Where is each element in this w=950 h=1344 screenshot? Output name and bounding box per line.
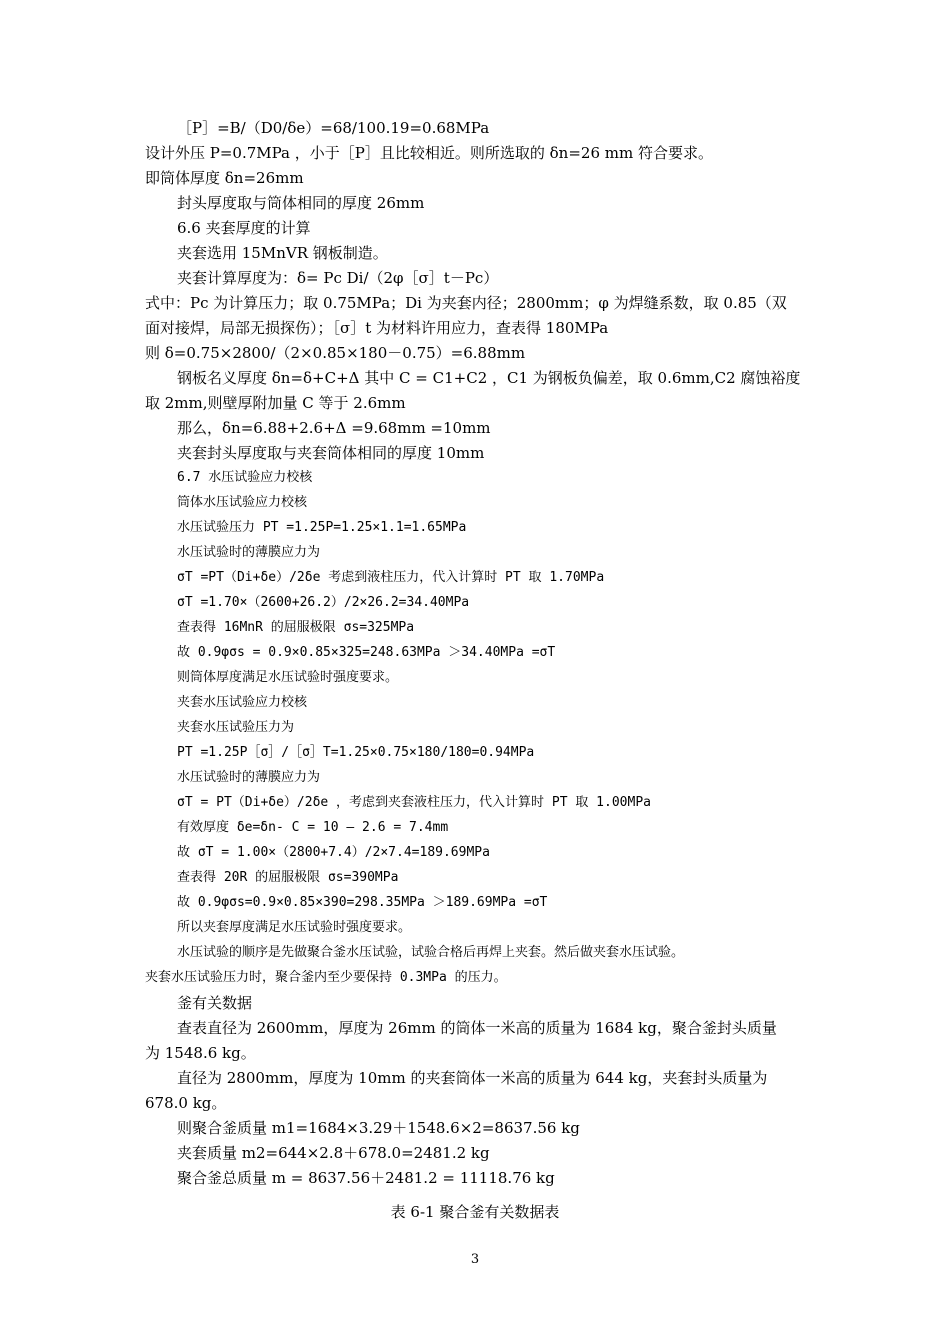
formula-line: 故 0.9φσs = 0.9×0.85×325=248.63MPa ＞34.40MPa =σT bbox=[177, 645, 556, 660]
text-line: 设计外压 P=0.7MPa ，小于［P］且比较相近。则所选取的 δn=26 mm 符合要求。 bbox=[145, 144, 713, 162]
formula-line: 那么，δn=6.88+2.6+Δ =9.68mm =10mm bbox=[177, 419, 491, 437]
text-line: 678.0 kg。 bbox=[145, 1094, 227, 1112]
text-line: ［P］=B/（D0/δe）=68/100.19=0.68MPa bbox=[177, 119, 490, 137]
section-heading: 6.6 夹套厚度的计算 bbox=[177, 219, 311, 237]
text-line: 所以夹套厚度满足水压试验时强度要求。 bbox=[177, 920, 412, 935]
subsection-heading: 筒体水压试验应力校核 bbox=[177, 495, 308, 510]
text-line: 直径为 2800mm，厚度为 10mm 的夹套筒体一米高的质量为 644 kg，夹套封头质量为 bbox=[177, 1069, 768, 1087]
text-line: 水压试验时的薄膜应力为 bbox=[177, 770, 321, 785]
text-line: 夹套选用 15MnVR 钢板制造。 bbox=[177, 244, 388, 262]
text-line: 查表得 16MnR 的屈服极限 σs=325MPa bbox=[177, 620, 415, 635]
text-line: 夹套水压试验压力为 bbox=[177, 720, 295, 735]
text-line: 夹套水压试验压力时，聚合釜内至少要保持 0.3MPa 的压力。 bbox=[145, 970, 507, 985]
text-line: 面对接焊，局部无损探伤）；［σ］t 为材料许用应力，查表得 180MPa bbox=[145, 319, 609, 337]
text-line: 夹套封头厚度取与夹套筒体相同的厚度 10mm bbox=[177, 444, 485, 462]
formula-line: σT = PT（Di+δe）/2δe ，考虑到夹套液柱压力，代入计算时 PT 取 1.00MPa bbox=[177, 795, 651, 810]
text-line: 查表直径为 2600mm，厚度为 26mm 的筒体一米高的质量为 1684 kg，聚合釜封头质量 bbox=[177, 1019, 777, 1037]
text-line: 查表得 20R 的屈服极限 σs=390MPa bbox=[177, 870, 399, 885]
text-line: 钢板名义厚度 δn=δ+C+Δ 其中 C = C1+C2 ，C1 为钢板负偏差，取 0.6mm,C2 腐蚀裕度 bbox=[177, 369, 801, 387]
formula-line: σT =1.70×（2600+26.2）/2×26.2=34.40MPa bbox=[177, 595, 470, 610]
text-line: 取 2mm,则壁厚附加量 C 等于 2.6mm bbox=[145, 394, 406, 412]
formula-line: 夹套计算厚度为：δ= Pc Di/（2φ［σ］t－Pc） bbox=[177, 269, 499, 287]
text-line: 水压试验时的薄膜应力为 bbox=[177, 545, 321, 560]
text-line: 式中：Pc 为计算压力；取 0.75MPa；Di 为夹套内径；2800mm；φ 为焊缝系数，取 0.85（双 bbox=[145, 294, 787, 312]
formula-line: 有效厚度 δe=δn- C = 10 – 2.6 = 7.4mm bbox=[177, 820, 449, 835]
formula-line: 故 σT = 1.00×（2800+7.4）/2×7.4=189.69MPa bbox=[177, 845, 490, 860]
subsection-heading: 釜有关数据 bbox=[177, 994, 253, 1012]
formula-line: 则 δ=0.75×2800/（2×0.85×180－0.75）=6.88mm bbox=[145, 344, 526, 362]
formula-line: 夹套质量 m2=644×2.8＋678.0=2481.2 kg bbox=[177, 1144, 490, 1162]
formula-line: 则聚合釜质量 m1=1684×3.29＋1548.6×2=8637.56 kg bbox=[177, 1119, 580, 1137]
text-line: 则筒体厚度满足水压试验时强度要求。 bbox=[177, 670, 399, 685]
subsection-heading: 夹套水压试验应力校核 bbox=[177, 695, 308, 710]
formula-line: 故 0.9φσs=0.9×0.85×390=298.35MPa ＞189.69MPa =σT bbox=[177, 895, 548, 910]
page-number: 3 bbox=[470, 1252, 480, 1267]
section-heading: 6.7 水压试验应力校核 bbox=[177, 470, 313, 485]
formula-line: 水压试验压力 PT =1.25P=1.25×1.1=1.65MPa bbox=[177, 520, 467, 535]
formula-line: 聚合釜总质量 m = 8637.56＋2481.2 = 11118.76 kg bbox=[177, 1169, 555, 1187]
formula-line: σT =PT（Di+δe）/2δe 考虑到液柱压力，代入计算时 PT 取 1.70MPa bbox=[177, 570, 605, 585]
table-caption: 表 6-1 聚合釜有关数据表 bbox=[390, 1203, 560, 1221]
formula-line: PT =1.25P［σ］/［σ］T=1.25×0.75×180/180=0.94MPa bbox=[177, 745, 535, 760]
text-line: 封头厚度取与筒体相同的厚度 26mm bbox=[177, 194, 425, 212]
text-line: 为 1548.6 kg。 bbox=[145, 1044, 256, 1062]
text-line: 即筒体厚度 δn=26mm bbox=[145, 169, 304, 187]
text-line: 水压试验的顺序是先做聚合釜水压试验，试验合格后再焊上夹套。然后做夹套水压试验。 bbox=[177, 945, 685, 960]
